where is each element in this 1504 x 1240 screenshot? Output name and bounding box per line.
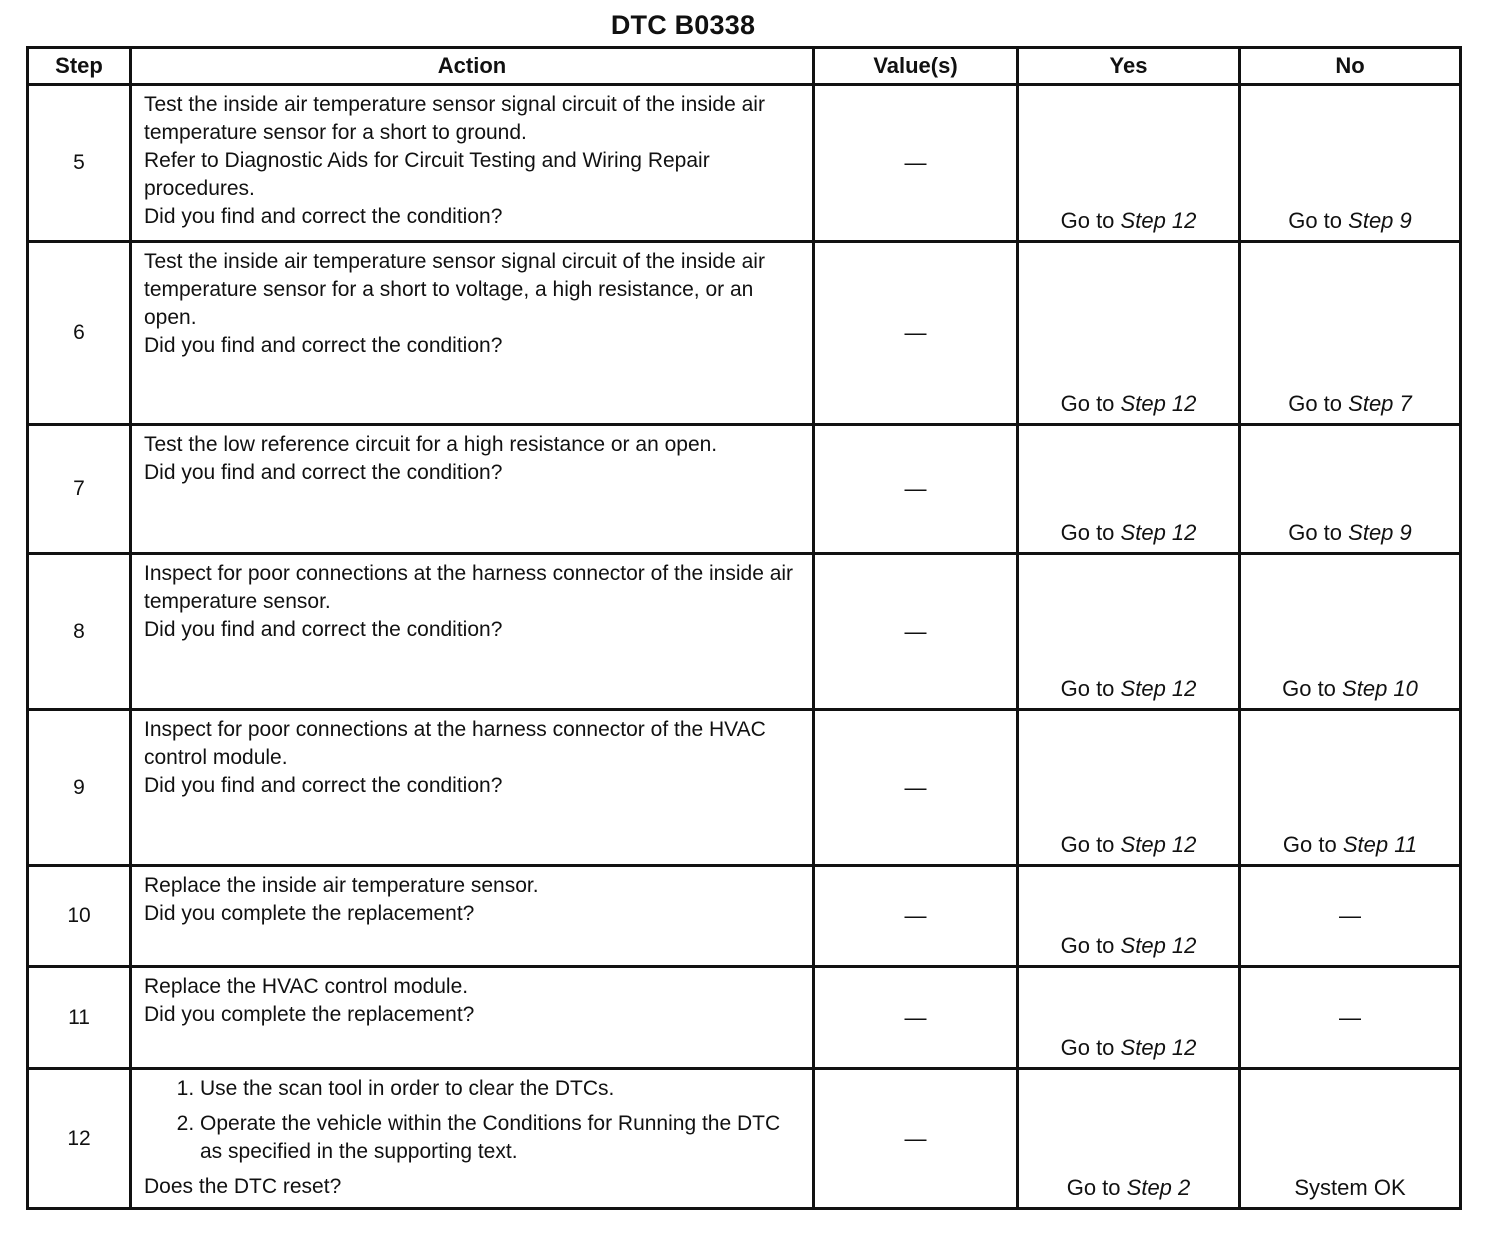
go-to-text: Go to bbox=[1288, 520, 1343, 545]
value-cell: — bbox=[814, 967, 1018, 1069]
step-reference: Step 12 bbox=[1120, 208, 1197, 233]
header-yes: Yes bbox=[1018, 48, 1240, 85]
substep-list bbox=[144, 1075, 802, 1173]
no-cell: System OK bbox=[1240, 1069, 1461, 1209]
yes-cell bbox=[1018, 242, 1240, 425]
page-title: DTC B0338 bbox=[610, 10, 756, 40]
action-text: Replace the HVAC control module. bbox=[144, 975, 469, 998]
yes-cell bbox=[1018, 425, 1240, 554]
action-cell bbox=[131, 866, 814, 967]
no-cell bbox=[1240, 85, 1461, 242]
step-number: 10 bbox=[28, 866, 131, 967]
no-cell: — bbox=[1240, 866, 1461, 967]
action-cell bbox=[131, 242, 814, 425]
action-question: Did you find and correct the condition? bbox=[144, 774, 503, 797]
action-text: Test the inside air temperature sensor signal circuit of the inside air temperature sensor for a short to ground. Refer to Diagnostic Aids for Circuit Testing and Wiring Repair procedures. bbox=[144, 93, 765, 200]
table-row bbox=[28, 866, 1461, 967]
table-row bbox=[28, 85, 1461, 242]
no-cell: — bbox=[1240, 967, 1461, 1069]
action-cell bbox=[131, 967, 814, 1069]
substep-item: 1. Use the scan tool in order to clear the DTCs. bbox=[200, 1075, 802, 1103]
action-question: Did you find and correct the condition? bbox=[144, 618, 503, 641]
step-reference: Step 9 bbox=[1348, 520, 1412, 545]
header-action: Action bbox=[131, 48, 814, 85]
action-question: Does the DTC reset? bbox=[144, 1175, 342, 1198]
step-number: 9 bbox=[28, 710, 131, 866]
header-row bbox=[28, 48, 1461, 85]
go-to-text: Go to bbox=[1060, 676, 1115, 701]
go-to-text: Go to bbox=[1060, 520, 1115, 545]
action-cell bbox=[131, 554, 814, 710]
step-number: 6 bbox=[28, 242, 131, 425]
yes-cell bbox=[1018, 1069, 1240, 1209]
step-reference: Step 12 bbox=[1120, 1035, 1197, 1060]
value-cell: — bbox=[814, 554, 1018, 710]
step-reference: Step 11 bbox=[1342, 832, 1418, 857]
go-to-text: Go to bbox=[1060, 208, 1115, 233]
no-cell bbox=[1240, 242, 1461, 425]
table-row bbox=[28, 1069, 1461, 1209]
header-no: No bbox=[1240, 48, 1461, 85]
step-reference: Step 12 bbox=[1120, 832, 1197, 857]
step-number: 5 bbox=[28, 85, 131, 242]
yes-cell bbox=[1018, 85, 1240, 242]
table-row bbox=[28, 967, 1461, 1069]
value-cell: — bbox=[814, 242, 1018, 425]
action-question: Did you find and correct the condition? bbox=[144, 461, 503, 484]
action-text: Inspect for poor connections at the harness connector of the inside air temperature sensor. bbox=[144, 562, 794, 613]
action-text: Test the low reference circuit for a high resistance or an open. bbox=[144, 433, 718, 456]
go-to-text: Go to bbox=[1060, 391, 1115, 416]
action-question: Did you complete the replacement? bbox=[144, 902, 475, 925]
go-to-text: Go to bbox=[1060, 832, 1115, 857]
go-to-text: Go to bbox=[1282, 832, 1337, 857]
go-to-text: Go to bbox=[1288, 391, 1343, 416]
table-row bbox=[28, 710, 1461, 866]
action-text: Replace the inside air temperature sensor. bbox=[144, 874, 539, 897]
table-row bbox=[28, 425, 1461, 554]
go-to-text: Go to bbox=[1288, 208, 1343, 233]
step-reference: Step 12 bbox=[1120, 676, 1197, 701]
value-cell: — bbox=[814, 85, 1018, 242]
step-reference: Step 7 bbox=[1348, 391, 1412, 416]
action-question: Did you find and correct the condition? bbox=[144, 334, 503, 357]
value-cell: — bbox=[814, 866, 1018, 967]
step-number: 12 bbox=[28, 1069, 131, 1209]
yes-cell bbox=[1018, 710, 1240, 866]
value-cell: — bbox=[814, 1069, 1018, 1209]
header-step: Step bbox=[28, 48, 131, 85]
yes-cell bbox=[1018, 554, 1240, 710]
action-question: Did you complete the replacement? bbox=[144, 1003, 475, 1026]
step-reference: Step 2 bbox=[1126, 1175, 1191, 1200]
action-cell bbox=[131, 710, 814, 866]
no-cell bbox=[1240, 710, 1461, 866]
value-cell: — bbox=[814, 710, 1018, 866]
step-reference: Step 9 bbox=[1348, 208, 1412, 233]
no-cell bbox=[1240, 425, 1461, 554]
value-cell: — bbox=[814, 425, 1018, 554]
no-cell bbox=[1240, 554, 1461, 710]
go-to-text: Go to bbox=[1066, 1175, 1121, 1200]
action-question: Did you find and correct the condition? bbox=[144, 205, 503, 228]
action-cell bbox=[131, 425, 814, 554]
step-number: 7 bbox=[28, 425, 131, 554]
action-cell bbox=[131, 1069, 814, 1209]
go-to-text: Go to bbox=[1060, 933, 1115, 958]
table-row bbox=[28, 554, 1461, 710]
go-to-text: Go to bbox=[1060, 1035, 1115, 1060]
step-reference: Step 10 bbox=[1342, 676, 1418, 701]
go-to-text: Go to bbox=[1282, 676, 1336, 701]
yes-cell bbox=[1018, 967, 1240, 1069]
action-cell bbox=[131, 85, 814, 242]
action-text: Inspect for poor connections at the harness connector of the HVAC control module. bbox=[144, 718, 766, 769]
step-reference: Step 12 bbox=[1120, 391, 1197, 416]
step-reference: Step 12 bbox=[1120, 933, 1197, 958]
step-reference: Step 12 bbox=[1120, 520, 1197, 545]
yes-cell bbox=[1018, 866, 1240, 967]
table-row bbox=[28, 242, 1461, 425]
action-text: Test the inside air temperature sensor signal circuit of the inside air temperature sensor for a short to voltage, a high resistance, or an open. bbox=[144, 250, 765, 329]
header-values: Value(s) bbox=[814, 48, 1018, 85]
diagnostic-table bbox=[26, 46, 1462, 1210]
substep-item: 2. Operate the vehicle within the Conditions for Running the DTC as specified in the supporting text. bbox=[200, 1110, 802, 1166]
step-number: 8 bbox=[28, 554, 131, 710]
step-number: 11 bbox=[28, 967, 131, 1069]
